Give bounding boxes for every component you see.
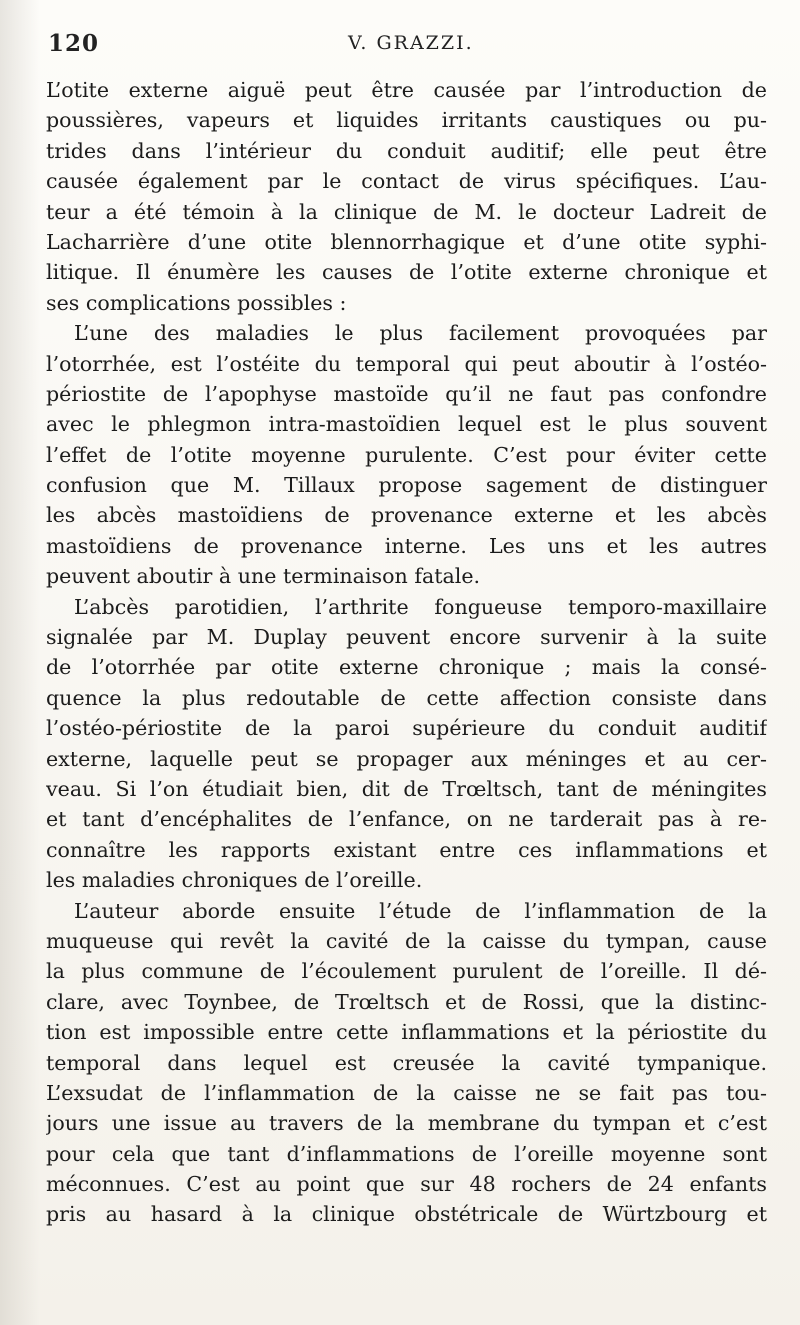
text-line: ses complications possibles : <box>46 290 347 315</box>
text-line: Lacharrière d’une otite blennorrhagique et d’une otite syphi- <box>46 229 767 254</box>
text-line: l’effet de l’otite moyenne purulente. C’est pour éviter cette <box>46 442 767 467</box>
text-line: pour cela que tant d’inflammations de l’oreille moyenne sont <box>46 1141 767 1166</box>
text-line: l’otorrhée, est l’ostéite du temporal qui peut aboutir à l’ostéo- <box>46 351 767 376</box>
text-line: poussières, vapeurs et liquides irritants caustiques ou pu- <box>46 108 767 133</box>
page-number: 120 <box>48 30 100 57</box>
text-line: L’exsudat de l’inflammation de la caisse ne se fait pas tou- <box>46 1080 767 1105</box>
text-line: litique. Il énumère les causes de l’otite externe chronique et <box>46 260 767 285</box>
text-line: quence la plus redoutable de cette affection consiste dans <box>46 685 767 710</box>
text-line: veau. Si l’on étudiait bien, dit de Trœltsch, tant de méningites <box>46 776 767 801</box>
text-line: muqueuse qui revêt la cavité de la caisse du tympan, cause <box>46 928 767 953</box>
page-header <box>48 30 760 66</box>
text-line: trides dans l’intérieur du conduit auditif; elle peut être <box>46 138 767 163</box>
text-line: peuvent aboutir à une terminaison fatale. <box>46 564 481 589</box>
text-line: de l’otorrhée par otite externe chronique ; mais la consé- <box>46 655 767 680</box>
text-line: tion est impossible entre cette inflammations et la périostite du <box>46 1020 767 1045</box>
text-line: jours une issue au travers de la membrane du tympan et c’est <box>46 1111 767 1136</box>
text-line: confusion que M. Tillaux propose sagement de distinguer <box>46 473 767 498</box>
text-line: et tant d’encéphalites de l’enfance, on ne tarderait pas à re- <box>46 807 767 832</box>
text-line: L’abcès parotidien, l’arthrite fongueuse temporo-maxillaire <box>74 594 767 619</box>
text-line: les maladies chroniques de l’oreille. <box>46 868 423 893</box>
text-line: pris au hasard à la clinique obstétricale de Würtzbourg et <box>46 1202 767 1227</box>
text-line: L’otite externe aiguë peut être causée par l’introduction de <box>46 78 767 102</box>
text-line: signalée par M. Duplay peuvent encore survenir à la suite <box>46 625 767 650</box>
body-text <box>46 75 767 1230</box>
text-line: temporal dans lequel est creusée la cavité tympanique. <box>46 1050 767 1075</box>
text-line: externe, laquelle peut se propager aux méninges et au cer- <box>46 746 767 771</box>
text-line: la plus commune de l’écoulement purulent de l’oreille. Il dé- <box>46 959 767 984</box>
text-line: mastoïdiens de provenance interne. Les uns et les autres <box>46 533 767 558</box>
text-line: L’une des maladies le plus facilement provoquées par <box>74 321 767 346</box>
text-line: connaître les rapports existant entre ces inflammations et <box>46 837 767 862</box>
page-gutter-shadow <box>0 0 40 1325</box>
text-line: périostite de l’apophyse mastoïde qu’il ne faut pas confondre <box>46 381 767 406</box>
text-line: clare, avec Toynbee, de Trœltsch et de Rossi, que la distinc- <box>46 989 767 1014</box>
text-line: méconnues. C’est au point que sur 48 rochers de 24 enfants <box>46 1172 767 1197</box>
text-line: les abcès mastoïdiens de provenance externe et les abcès <box>46 503 767 528</box>
running-head: V. GRAZZI. <box>348 32 474 54</box>
text-line: L’auteur aborde ensuite l’étude de l’inflammation de la <box>74 898 767 923</box>
text-line: avec le phlegmon intra-mastoïdien lequel est le plus souvent <box>46 412 767 437</box>
text-line: teur a été témoin à la clinique de M. le docteur Ladreit de <box>46 199 767 224</box>
text-line: causée également par le contact de virus spécifiques. L’au- <box>46 169 767 194</box>
text-line: l’ostéo-périostite de la paroi supérieure du conduit auditif <box>46 716 767 741</box>
